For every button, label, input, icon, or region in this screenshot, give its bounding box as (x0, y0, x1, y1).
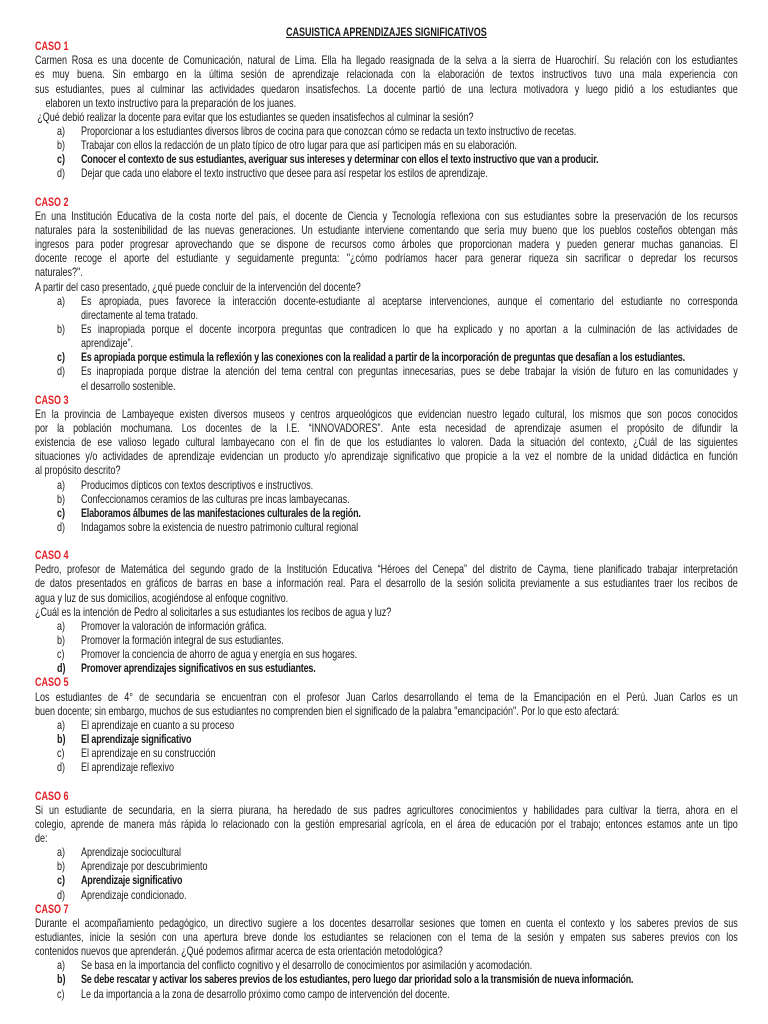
option-line: directamente al tema tratado. (80, 307, 199, 322)
option-c (35, 647, 738, 661)
option-d (35, 661, 738, 675)
option-a (35, 294, 738, 322)
option-text (81, 152, 738, 166)
option-line: Le da importancia a la zona de desarrollo próximo como campo de intervención del docente. (80, 986, 450, 1001)
option-line: Es apropiada porque estimula la reflexión y las conexiones con la realidad a partir de la incorporación de preguntas que desafían a los estudiantes. (80, 350, 685, 365)
context-line: situaciones y/o actividades de aprendizaje evidencian un producto y/o aprendizaje significativo que propicie a la vez el nombre de la unidad didáctica en función (35, 449, 738, 464)
option-letter: a) (56, 958, 65, 973)
option-b (35, 322, 738, 350)
option-text (81, 520, 738, 534)
option-line: Se debe rescatar y activar los saberes previos de los estudiantes, pero luego dar prioridad solo a la transmisión de nueva información. (80, 972, 634, 987)
case-label: CASO 1 (35, 39, 69, 54)
context-line: En la provincia de Lambayeque existen diversos museos y centros arqueológicos que evidencian nuestro legado cultural, los mismos que son pocos conocidos (35, 406, 738, 421)
case-context (35, 562, 738, 604)
option-text (81, 859, 738, 873)
option-c (35, 987, 738, 1001)
case-context (35, 916, 738, 958)
option-letter: c) (56, 986, 65, 1001)
case-label: CASO 6 (35, 788, 69, 803)
case-label: CASO 3 (35, 392, 69, 407)
option-letter: c) (56, 505, 65, 520)
option-line: Producimos dípticos con textos descriptivos e instructivos. (80, 477, 314, 492)
option-d (35, 760, 738, 774)
context-line: de datos presentados en gráficos de barras en base a información real. Para el desarrollo de la sesión solicita previamente a sus estudiantes traer los recibos de (35, 576, 738, 591)
context-line: Durante el acompañamiento pedagógico, un directivo sugiere a los docentes desarrollar sesiones que tomen en cuenta el contexto y los saberes previos de sus (35, 915, 738, 930)
option-text (81, 478, 738, 492)
option-d (35, 888, 738, 902)
option-text (81, 364, 738, 392)
case-3 (35, 393, 738, 534)
option-a (35, 124, 738, 138)
option-line: Indagamos sobre la existencia de nuestro patrimonio cultural regional (80, 519, 359, 534)
context-line: docente recoge el aporte del estudiante y seguidamente pregunta: "¿cómo podríamos hacer para generar riqueza sin sacrificar o depredar los recursos (35, 251, 738, 266)
context-line: es muy buena. Sin embargo en la última sesión de aprendizaje relacionada con la elaboración de textos instructivos tuvo una mala experiencia con (35, 67, 738, 82)
option-letter: b) (56, 633, 65, 648)
context-line: naturales para la sostenibilidad de las nuevas generaciones. Un estudiante interviene comentando que sería muy bueno que los pueblos costeños obtengan más (35, 222, 738, 237)
context-line: existencia de ese valioso legado cultural lambayecano con el fin de que los estudiantes lo valoren. Dada la situación del contexto, ¿Cuál de las siguientes (35, 435, 738, 450)
option-line: El aprendizaje en su construcción (80, 746, 216, 761)
option-letter: a) (56, 845, 65, 860)
option-letter: c) (56, 746, 65, 761)
context-line: buen docente; sin embargo, muchos de sus estudiantes no comprenden bien el significado de la palabra "emancipación". Por lo que esto afectará: (35, 703, 620, 718)
context-line: por la población mochumana. Los docentes de la I.E. “INNOVADORES”. Ante esta necesidad de aprendizaje asumen el propósito de difundir la (35, 420, 738, 435)
option-text (81, 322, 738, 350)
option-text (81, 958, 738, 972)
option-text (81, 506, 738, 520)
option-line: Promover la valoración de información gráfica. (80, 618, 267, 633)
option-line: Elaboramos álbumes de las manifestaciones culturales de la región. (80, 505, 361, 520)
option-letter: d) (56, 887, 65, 902)
option-letter: d) (56, 519, 65, 534)
option-b (35, 732, 738, 746)
case-6 (35, 789, 738, 902)
options-list (35, 619, 738, 676)
option-letter: c) (56, 350, 65, 365)
option-line: Trabajar con ellos la redacción de un plato típico de otro lugar para que así participen más en su elaboración. (80, 138, 517, 153)
context-line: En una Institución Educativa de la costa norte del país, el docente de Ciencia y Tecnología reflexiona con sus estudiantes sobre la preservación de los recursos (35, 208, 738, 223)
case-context (35, 803, 738, 845)
option-c (35, 152, 738, 166)
option-c (35, 506, 738, 520)
blank-line (35, 774, 738, 788)
options-list (35, 845, 738, 902)
option-b (35, 859, 738, 873)
context-line: Pedro, profesor de Matemática del segundo grado de la Institución Educativa “Héroes del Cenepa” del distrito de Cayma, tiene planificado trabajar interpretación (35, 562, 738, 577)
context-line: contenidos nuevos que aprenderán. ¿Qué podemos afirmar acerca de esta orientación metodológica? (35, 944, 443, 959)
option-letter: b) (56, 859, 65, 874)
option-c (35, 746, 738, 760)
option-text (81, 166, 738, 180)
context-line: Carmen Rosa es una docente de Comunicación, natural de Lima. Ella ha llegado reasignada de la selva a la sierra de Huarochirí. Su relación con los estudiantes (35, 53, 738, 68)
option-line: Se basa en la importancia del conflicto cognitivo y el desarrollo de conocimientos por asimilación y acomodación. (80, 958, 533, 973)
option-a (35, 478, 738, 492)
options-list (35, 294, 738, 393)
option-letter: b) (56, 732, 66, 747)
option-b (35, 633, 738, 647)
context-line: Los estudiantes de 4° de secundaria se encuentran con el profesor Juan Carlos desarrollando el tema de la Emancipación en el Perú. Juan Carlos es un (35, 689, 738, 704)
case-context (35, 209, 738, 280)
option-text (81, 746, 738, 760)
option-letter: b) (56, 972, 66, 987)
option-letter: a) (56, 293, 65, 308)
option-text (81, 350, 738, 364)
option-a (35, 619, 738, 633)
option-line: Aprendizaje por descubrimiento (80, 859, 208, 874)
option-line: El aprendizaje en cuanto a su proceso (80, 717, 235, 732)
option-line: Aprendizaje condicionado. (80, 887, 187, 902)
option-line: Es inapropiada porque el docente incorpora preguntas que contradicen lo que ha explicado y no aportan a la culminación de las actividades de (80, 321, 738, 336)
option-c (35, 873, 738, 887)
option-text (81, 732, 738, 746)
context-line: naturales?". (35, 265, 83, 280)
option-letter: d) (56, 364, 65, 379)
option-line: Proporcionar a los estudiantes diversos libros de cocina para que conozcan cómo se redacta un texto instructivo de recetas. (80, 123, 577, 138)
option-letter: d) (56, 760, 65, 775)
case-2 (35, 195, 738, 393)
option-text (81, 294, 738, 322)
case-5 (35, 675, 738, 774)
case-question: ¿Qué debió realizar la docente para evitar que los estudiantes se queden insatisfechos al culminar la sesión? (37, 109, 474, 124)
option-letter: c) (56, 873, 65, 888)
option-line: Es apropiada, pues favorece la interacción docente-estudiante al aceptarse intervenciones, aunque el comentario del estudiante no corresponda (80, 293, 738, 308)
context-line: al propósito descrito? (35, 463, 121, 478)
option-letter: c) (56, 647, 65, 662)
option-letter: b) (56, 138, 65, 153)
option-text (81, 718, 738, 732)
case-question: ¿Cuál es la intención de Pedro al solicitarles a sus estudiantes los recibos de agua y luz? (35, 604, 392, 619)
option-text (81, 492, 738, 506)
option-a (35, 845, 738, 859)
option-text (81, 845, 738, 859)
option-letter: a) (56, 123, 65, 138)
option-text (81, 619, 738, 633)
options-list (35, 124, 738, 181)
options-list (35, 478, 738, 535)
option-line: el desarrollo sostenible. (80, 378, 176, 393)
case-context (35, 407, 738, 478)
case-label: CASO 2 (35, 194, 69, 209)
case-label: CASO 4 (35, 548, 69, 563)
option-line: El aprendizaje reflexivo (80, 760, 175, 775)
option-b (35, 492, 738, 506)
context-line: Si un estudiante de secundaria, en la sierra piurana, ha heredado de sus padres agricultores conocimientos y habilidades para cultivar la tierra, ahora en el (35, 802, 738, 817)
option-text (81, 661, 738, 675)
case-question: A partir del caso presentado, ¿qué puede concluir de la intervención del docente? (35, 279, 361, 294)
document-title: CASUISTICA APRENDIZAJES SIGNIFICATIVOS (286, 25, 487, 39)
option-line: Dejar que cada uno elabore el texto instructivo que desee para así respetar los estilos de aprendizaje. (80, 166, 488, 181)
case-context (35, 53, 738, 110)
option-text (81, 633, 738, 647)
option-line: El aprendizaje significativo (80, 732, 192, 747)
option-letter: d) (56, 166, 65, 181)
document-page (35, 25, 738, 1001)
context-line: de: (35, 831, 48, 846)
option-letter: d) (56, 661, 66, 676)
blank-line (35, 534, 738, 548)
case-1 (35, 39, 738, 180)
option-letter: a) (56, 477, 65, 492)
option-line: Promover aprendizajes significativos en sus estudiantes. (80, 661, 316, 676)
option-line: Promover la conciencia de ahorro de agua y energía en sus hogares. (80, 647, 358, 662)
option-text (81, 760, 738, 774)
context-line: colegio, aprende de manera más rápida lo relacionado con la gestión empresarial agrícola, en el área de educación por el trabajo; entonces estamos ante un tipo (35, 816, 738, 831)
case-4 (35, 548, 738, 675)
options-list (35, 958, 738, 1000)
option-line: Conocer el contexto de sus estudiantes, averiguar sus intereses y determinar con ellos el texto instructivo que van a producir. (80, 152, 599, 167)
option-d (35, 364, 738, 392)
option-a (35, 958, 738, 972)
context-line: agua y luz de sus domicilios, acogiéndose al enfoque cognitivo. (35, 590, 289, 605)
option-text (81, 888, 738, 902)
case-7 (35, 902, 738, 1001)
context-line: sus estudiantes, pues al culminar las actividades quedaron insatisfechos. La docente partió de una lectura motivadora y luego pidió a los estudiantes que (35, 81, 738, 96)
option-line: Confeccionamos ceramios de las culturas pre incas lambayecanas. (80, 491, 350, 506)
case-context (35, 690, 738, 718)
option-line: Aprendizaje sociocultural (80, 845, 182, 860)
option-letter: a) (56, 618, 65, 633)
option-text (81, 647, 738, 661)
option-letter: b) (56, 491, 65, 506)
option-line: aprendizaje”. (80, 336, 134, 351)
option-b (35, 138, 738, 152)
option-text (81, 138, 738, 152)
option-c (35, 350, 738, 364)
option-d (35, 520, 738, 534)
blank-line (35, 181, 738, 195)
option-text (81, 124, 738, 138)
context-line: elaboren un texto instructivo para la preparación de los juanes. (45, 95, 297, 110)
option-b (35, 972, 738, 986)
option-text (81, 972, 738, 986)
option-line: Es inapropiada porque distrae la atención del tema central con preguntas innecesarias, pues se debe trabajar la visión de futuro en las comunidades y (80, 364, 738, 379)
option-line: Promover la formación integral de sus estudiantes. (80, 633, 284, 648)
case-label: CASO 7 (35, 901, 69, 916)
option-text (81, 987, 738, 1001)
case-label: CASO 5 (35, 675, 69, 690)
option-d (35, 166, 738, 180)
option-letter: a) (56, 717, 65, 732)
option-letter: c) (56, 152, 65, 167)
context-line: ingresos para poder progresar aprovechando que se dispone de recursos como árboles que proporcionan madera y pueden generar muchas ganancias. El (35, 237, 738, 252)
context-line: estudiantes, inicie la sesión con una apertura breve donde los estudiantes se relacionen con el tema de la sesión y empaten sus saberes previos con los (35, 930, 738, 944)
option-line: Aprendizaje significativo (80, 873, 183, 888)
option-a (35, 718, 738, 732)
options-list (35, 718, 738, 775)
option-letter: b) (56, 321, 65, 336)
option-text (81, 873, 738, 887)
